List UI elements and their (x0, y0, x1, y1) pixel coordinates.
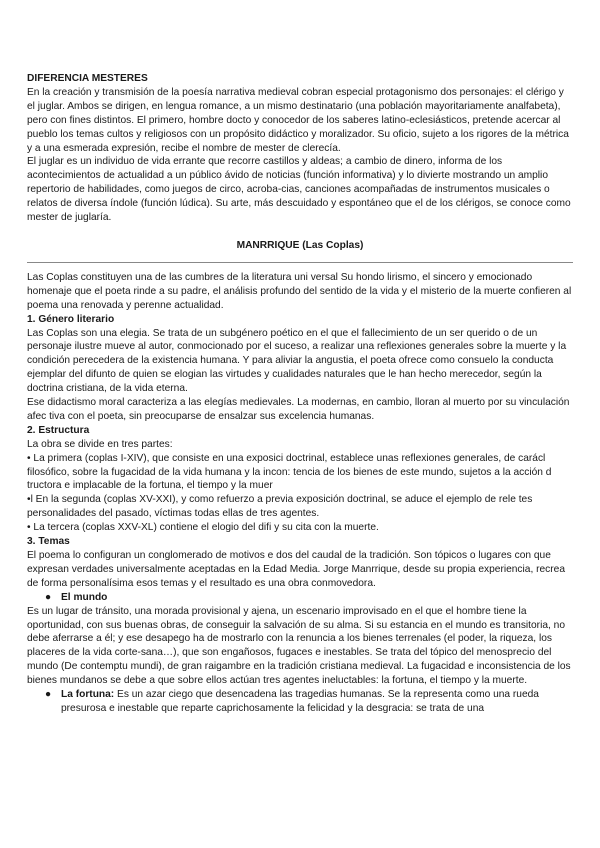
heading-genero-literario: 1. Género literario (27, 313, 115, 325)
document-page (27, 72, 573, 716)
list-item-primera: • La primera (coplas I-XIV), que consiste en una exposici doctrinal, establece unas reflexiones generales, de carácl filosófico, sobre la fugacidad de la vida humana y la incon: tencia de los bienes de este mundo, sujetos a la acción d tructora e implacable de la fortuna, el tiempo y la muer (27, 452, 552, 492)
paragraph-intro-coplas: Las Coplas constituyen una de las cumbres de la literatura uni versal Su hondo lirismo, el sincero y emocionado homenaje que el poeta rinde a su padre, el análisis profundo del sentido de la vida y el misterio de la muerte confieren al poema una renovada y perenne actualidad. (27, 271, 572, 311)
paragraph-temas: El poema lo configuran un conglomerado de motivos e dos del caudal de la tradición. Son tópicos o lugares con que expresan verdades universalmente aceptadas en la Edad Media. Jorge Manrrique, desde su propia experiencia, recrea de forma personalísima esos temas y el resultado es una obra conmovedora. (27, 550, 565, 589)
list-item-tercera: • La tercera (coplas XXV-XL) contiene el elogio del difi y su cita con la muerte. (27, 522, 379, 534)
section-title-mesteres: DIFERENCIA MESTERES (27, 73, 148, 84)
paragraph-estructura-intro: La obra se divide en tres partes: (27, 438, 173, 450)
paragraph-elegia: Las Coplas son una elegia. Se trata de un subgénero poético en el que el fallecimiento de un ser querido o de un personaje ilustre mueve al autor, conmocionado por el suceso, a realizar una reflexiones generales sobre la muerte y la condición perecedera de la existencia humana. Y para aliviar la angustia, el poeta ofrece como consuelo la conducta ejemplar del difunto de quien se elogian las virtudes y cualidades naturales que le han hecho merecedor, según la doctrina cristiana, de la vida eterna. (27, 327, 567, 395)
bullet-icon: ● (45, 591, 52, 603)
bullet-la-fortuna (27, 688, 573, 716)
paragraph-clerigo: En la creación y transmisión de la poesía narrativa medieval cobran especial protagonismo dos personajes: el clérigo y el juglar. Ambos se dirigen, en lengua romance, a un mismo destinatario (una población mayoritariamente analfabeta), pero con fines distintos. El primero, hombre docto y conocedor de los saberes latino-eclesiásticos, pretende acercar al pueblo los temas cultos y religiosos con un propósito didáctico y moralizador. Su oficio, sujeto a los rigores de la métrica y a una esmerada expresión, recibe el nombre de mester de clerecía. (27, 86, 569, 154)
paragraph-juglar: El juglar es un individuo de vida errante que recorre castillos y aldeas; a cambio de dinero, informa de los acontecimientos de actualidad a un público ávido de noticias (función informativa) y lo divierte mostrando un amplio repertorio de habilidades, como juegos de circo, acroba-cias, canciones acompañadas de instrumentos musicales o relatos de diversa índole (función lúdica). Su arte, más descuidado y espontáneo que el de los clérigos, se conoce como mester de juglaría. (27, 156, 571, 224)
paragraph-didactismo: Ese didactismo moral caracteriza a las elegías medievales. La modernas, en cambio, lloran al muerto por su vinculación afec tiva con el poeta, sin preocuparse de ensalzar sus excelencia humanas. (27, 397, 570, 422)
horizontal-divider (27, 262, 573, 263)
fortuna-text: Es un azar ciego que desencadena las tragedias humanas. Se la representa como una rueda presurosa e inestable que reparte caprichosamente la felicidad y la desgracia: se trata de una (61, 689, 539, 714)
section-title-manrrique: MANRRIQUE (Las Coplas) (236, 239, 364, 251)
bullet-icon: ● (45, 689, 52, 701)
bullet-el-mundo (27, 591, 573, 605)
list-item-segunda: •l En la segunda (coplas XV-XXI), y como refuerzo a previa exposición doctrinal, se aduce el ejemplo de rele tes personalidades del pasado, víctimas todas ellas de tres agentes. (27, 494, 533, 520)
paragraph-mundo: Es un lugar de tránsito, una morada provisional y ajena, un escenario improvisado en el que el hombre tiene la oportunidad, con sus buenas obras, de conseguir la salvación de su alma. Si su estancia en el mundo es transitoria, no debe aferrarse a él; y ese desapego ha de mostrarlo con la renuncia a los bienes terrenales (el poder, la riqueza, los placeres de la vida corte-sana…), que son engañosos, fugaces e inestables. Se trata del tópico del menosprecio del mundo (De contemptu mundi), de gran raigambre en la tradición cristiana medieval. La fugacidad e inconsistencia de los bienes mundanos se debe a que sobre ellos actúan tres agentes ineluctables: la fortuna, el tiempo y la muerte. (27, 605, 571, 687)
heading-estructura: 2. Estructura (27, 424, 90, 436)
bullet-label-mundo: El mundo (61, 591, 108, 603)
bullet-label-fortuna: La fortuna: (61, 689, 115, 701)
heading-temas: 3. Temas (27, 536, 70, 548)
